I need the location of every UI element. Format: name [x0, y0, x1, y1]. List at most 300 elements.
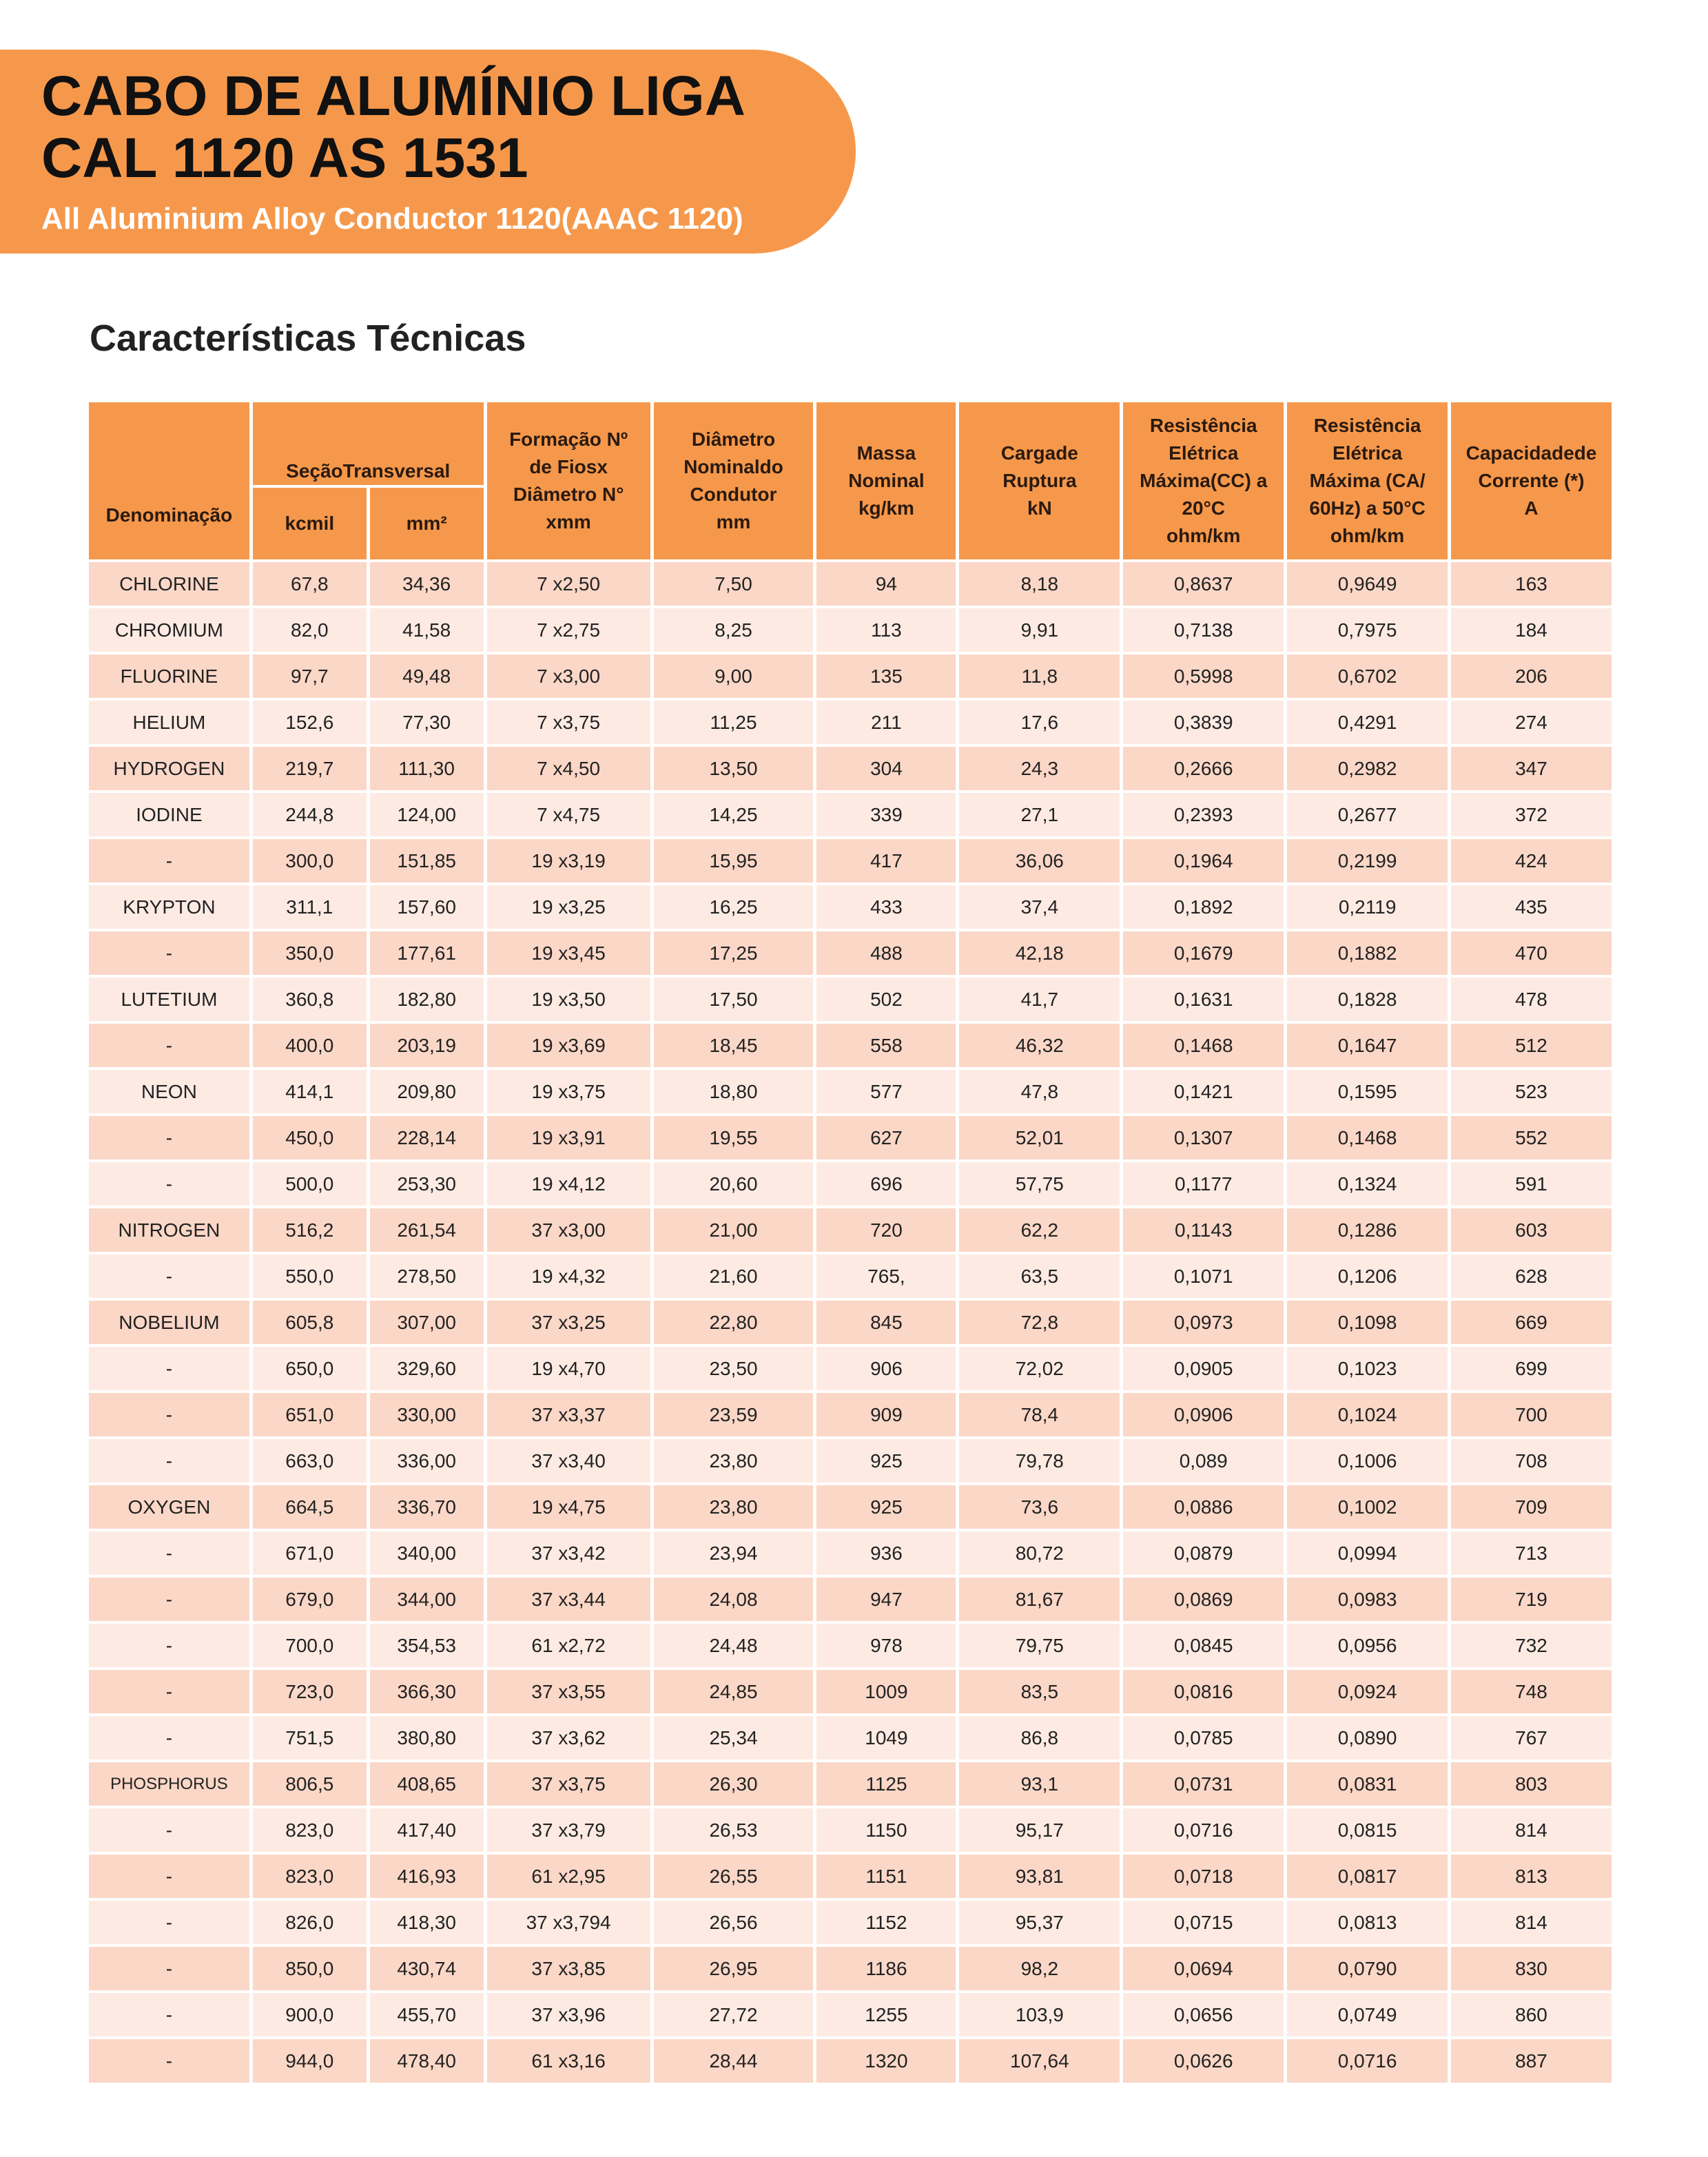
cell-kcmil: 67,8: [253, 562, 367, 606]
cell-carga: 107,64: [959, 2039, 1120, 2083]
cell-resistencia-ca: 0,2982: [1287, 747, 1448, 790]
cell-resistencia-ca: 0,0983: [1287, 1578, 1448, 1621]
cell-kcmil: 97,7: [253, 654, 367, 698]
cell-denominacao: FLUORINE: [89, 654, 249, 698]
cell-diametro: 9,00: [654, 654, 814, 698]
cell-resistencia-cc: 0,1421: [1123, 1070, 1284, 1113]
cell-massa: 1150: [816, 1808, 956, 1852]
cell-massa: 577: [816, 1070, 956, 1113]
cell-kcmil: 671,0: [253, 1531, 367, 1575]
table-row: [89, 1578, 1612, 1621]
cell-resistencia-cc: 0,1631: [1123, 978, 1284, 1021]
cell-mm2: 151,85: [370, 839, 484, 883]
cell-diametro: 17,25: [654, 931, 814, 975]
cell-carga: 37,4: [959, 885, 1120, 929]
cell-resistencia-cc: 0,0656: [1123, 1993, 1284, 2036]
table-row: [89, 1855, 1612, 1898]
cell-resistencia-cc: 0,1143: [1123, 1208, 1284, 1252]
cell-mm2: 354,53: [370, 1624, 484, 1667]
cell-carga: 72,8: [959, 1301, 1120, 1344]
cell-resistencia-cc: 0,8637: [1123, 562, 1284, 606]
table-row: [89, 1070, 1612, 1113]
cell-formacao: 61 x2,72: [487, 1624, 650, 1667]
cell-kcmil: 823,0: [253, 1808, 367, 1852]
cell-resistencia-ca: 0,0890: [1287, 1716, 1448, 1759]
cell-carga: 79,75: [959, 1624, 1120, 1667]
table-row: [89, 747, 1612, 790]
cell-kcmil: 900,0: [253, 1993, 367, 2036]
cell-denominacao: -: [89, 931, 249, 975]
cell-carga: 41,7: [959, 978, 1120, 1021]
cell-carga: 81,67: [959, 1578, 1120, 1621]
cell-kcmil: 751,5: [253, 1716, 367, 1759]
header-diametro: Diâmetro Nominaldo Condutor mm: [654, 402, 814, 559]
cell-denominacao: -: [89, 1901, 249, 1944]
cell-mm2: 41,58: [370, 608, 484, 652]
cell-resistencia-cc: 0,7138: [1123, 608, 1284, 652]
cell-formacao: 37 x3,42: [487, 1531, 650, 1575]
cell-mm2: 455,70: [370, 1993, 484, 2036]
cell-kcmil: 82,0: [253, 608, 367, 652]
table-row: [89, 1347, 1612, 1390]
cell-formacao: 37 x3,794: [487, 1901, 650, 1944]
table-row: [89, 608, 1612, 652]
cell-capacidade: 700: [1451, 1393, 1612, 1436]
cell-carga: 42,18: [959, 931, 1120, 975]
cell-kcmil: 400,0: [253, 1024, 367, 1067]
cell-diametro: 16,25: [654, 885, 814, 929]
cell-kcmil: 723,0: [253, 1670, 367, 1713]
cell-mm2: 344,00: [370, 1578, 484, 1621]
cell-carga: 52,01: [959, 1116, 1120, 1159]
cell-massa: 339: [816, 793, 956, 836]
cell-resistencia-cc: 0,0973: [1123, 1301, 1284, 1344]
cell-denominacao: -: [89, 1347, 249, 1390]
cell-denominacao: -: [89, 1808, 249, 1852]
table-row: [89, 562, 1612, 606]
cell-massa: 433: [816, 885, 956, 929]
cell-carga: 11,8: [959, 654, 1120, 698]
cell-kcmil: 311,1: [253, 885, 367, 929]
cell-diametro: 23,59: [654, 1393, 814, 1436]
table-row: [89, 1439, 1612, 1483]
cell-capacidade: 552: [1451, 1116, 1612, 1159]
cell-massa: 113: [816, 608, 956, 652]
cell-carga: 62,2: [959, 1208, 1120, 1252]
cell-denominacao: -: [89, 1993, 249, 2036]
table-row: [89, 1255, 1612, 1298]
cell-massa: 696: [816, 1162, 956, 1206]
cell-diametro: 27,72: [654, 1993, 814, 2036]
cell-capacidade: 523: [1451, 1070, 1612, 1113]
cell-massa: 925: [816, 1439, 956, 1483]
cell-denominacao: NEON: [89, 1070, 249, 1113]
table-row: [89, 1393, 1612, 1436]
cell-kcmil: 300,0: [253, 839, 367, 883]
cell-kcmil: 944,0: [253, 2039, 367, 2083]
cell-denominacao: -: [89, 2039, 249, 2083]
table-row: [89, 1485, 1612, 1529]
cell-capacidade: 813: [1451, 1855, 1612, 1898]
cell-denominacao: OXYGEN: [89, 1485, 249, 1529]
cell-massa: 135: [816, 654, 956, 698]
cell-kcmil: 700,0: [253, 1624, 367, 1667]
cell-denominacao: -: [89, 1255, 249, 1298]
cell-resistencia-ca: 0,0815: [1287, 1808, 1448, 1852]
cell-denominacao: -: [89, 1716, 249, 1759]
cell-resistencia-cc: 0,1468: [1123, 1024, 1284, 1067]
cell-formacao: 19 x3,69: [487, 1024, 650, 1067]
cell-denominacao: -: [89, 1624, 249, 1667]
cell-resistencia-ca: 0,0716: [1287, 2039, 1448, 2083]
cell-resistencia-cc: 0,0694: [1123, 1947, 1284, 1990]
cell-carga: 93,81: [959, 1855, 1120, 1898]
cell-diametro: 23,94: [654, 1531, 814, 1575]
cell-carga: 95,17: [959, 1808, 1120, 1852]
cell-capacidade: 184: [1451, 608, 1612, 652]
cell-massa: 765,: [816, 1255, 956, 1298]
cell-denominacao: -: [89, 1670, 249, 1713]
cell-kcmil: 823,0: [253, 1855, 367, 1898]
cell-carga: 98,2: [959, 1947, 1120, 1990]
cell-resistencia-cc: 0,0845: [1123, 1624, 1284, 1667]
cell-capacidade: 628: [1451, 1255, 1612, 1298]
cell-formacao: 61 x2,95: [487, 1855, 650, 1898]
cell-resistencia-cc: 0,0879: [1123, 1531, 1284, 1575]
cell-diametro: 26,56: [654, 1901, 814, 1944]
cell-resistencia-cc: 0,5998: [1123, 654, 1284, 698]
cell-formacao: 19 x4,32: [487, 1255, 650, 1298]
cell-kcmil: 516,2: [253, 1208, 367, 1252]
cell-diametro: 24,48: [654, 1624, 814, 1667]
cell-massa: 909: [816, 1393, 956, 1436]
title-line-2: CAL 1120 AS 1531: [41, 127, 528, 189]
cell-capacidade: 719: [1451, 1578, 1612, 1621]
cell-resistencia-ca: 0,1006: [1287, 1439, 1448, 1483]
cell-resistencia-cc: 0,0886: [1123, 1485, 1284, 1529]
cell-denominacao: NITROGEN: [89, 1208, 249, 1252]
cell-mm2: 307,00: [370, 1301, 484, 1344]
cell-diametro: 24,08: [654, 1578, 814, 1621]
table-row: [89, 1993, 1612, 2036]
cell-resistencia-ca: 0,1324: [1287, 1162, 1448, 1206]
cell-resistencia-ca: 0,1023: [1287, 1347, 1448, 1390]
cell-massa: 1125: [816, 1762, 956, 1806]
cell-formacao: 19 x3,25: [487, 885, 650, 929]
cell-resistencia-cc: 0,0785: [1123, 1716, 1284, 1759]
cell-mm2: 77,30: [370, 701, 484, 744]
cell-capacidade: 512: [1451, 1024, 1612, 1067]
cell-denominacao: LUTETIUM: [89, 978, 249, 1021]
header-mm2: mm²: [370, 488, 484, 559]
cell-diametro: 26,95: [654, 1947, 814, 1990]
cell-mm2: 261,54: [370, 1208, 484, 1252]
table-row: [89, 1762, 1612, 1806]
cell-carga: 86,8: [959, 1716, 1120, 1759]
header-secao: SeçãoTransversal: [253, 402, 484, 485]
cell-capacidade: 274: [1451, 701, 1612, 744]
cell-diametro: 22,80: [654, 1301, 814, 1344]
cell-massa: 936: [816, 1531, 956, 1575]
cell-resistencia-cc: 0,2393: [1123, 793, 1284, 836]
table-row: [89, 931, 1612, 975]
cell-formacao: 7 x2,50: [487, 562, 650, 606]
cell-diametro: 26,55: [654, 1855, 814, 1898]
cell-mm2: 366,30: [370, 1670, 484, 1713]
cell-resistencia-ca: 0,1286: [1287, 1208, 1448, 1252]
cell-massa: 1320: [816, 2039, 956, 2083]
cell-carga: 95,37: [959, 1901, 1120, 1944]
cell-formacao: 19 x4,12: [487, 1162, 650, 1206]
title-banner: [0, 50, 856, 254]
cell-resistencia-ca: 0,4291: [1287, 701, 1448, 744]
cell-massa: 417: [816, 839, 956, 883]
cell-formacao: 19 x3,45: [487, 931, 650, 975]
cell-capacidade: 372: [1451, 793, 1612, 836]
cell-mm2: 340,00: [370, 1531, 484, 1575]
cell-resistencia-ca: 0,0749: [1287, 1993, 1448, 2036]
cell-diametro: 8,25: [654, 608, 814, 652]
cell-denominacao: CHROMIUM: [89, 608, 249, 652]
cell-massa: 211: [816, 701, 956, 744]
cell-kcmil: 679,0: [253, 1578, 367, 1621]
cell-resistencia-ca: 0,0924: [1287, 1670, 1448, 1713]
cell-kcmil: 350,0: [253, 931, 367, 975]
cell-diametro: 23,80: [654, 1485, 814, 1529]
cell-massa: 978: [816, 1624, 956, 1667]
cell-carga: 27,1: [959, 793, 1120, 836]
cell-massa: 925: [816, 1485, 956, 1529]
cell-kcmil: 850,0: [253, 1947, 367, 1990]
cell-mm2: 380,80: [370, 1716, 484, 1759]
cell-formacao: 37 x3,37: [487, 1393, 650, 1436]
cell-formacao: 37 x3,00: [487, 1208, 650, 1252]
header-carga: Cargade Ruptura kN: [959, 402, 1120, 559]
cell-massa: 1049: [816, 1716, 956, 1759]
cell-diametro: 13,50: [654, 747, 814, 790]
table-row: [89, 1716, 1612, 1759]
cell-kcmil: 500,0: [253, 1162, 367, 1206]
table-row: [89, 1901, 1612, 1944]
cell-diametro: 19,55: [654, 1116, 814, 1159]
cell-resistencia-cc: 0,0905: [1123, 1347, 1284, 1390]
cell-formacao: 37 x3,40: [487, 1439, 650, 1483]
cell-capacidade: 478: [1451, 978, 1612, 1021]
cell-formacao: 19 x4,70: [487, 1347, 650, 1390]
cell-kcmil: 219,7: [253, 747, 367, 790]
cell-resistencia-cc: 0,1071: [1123, 1255, 1284, 1298]
cell-kcmil: 605,8: [253, 1301, 367, 1344]
cell-kcmil: 152,6: [253, 701, 367, 744]
cell-resistencia-ca: 0,0817: [1287, 1855, 1448, 1898]
cell-resistencia-cc: 0,0869: [1123, 1578, 1284, 1621]
cell-massa: 304: [816, 747, 956, 790]
cell-mm2: 408,65: [370, 1762, 484, 1806]
cell-denominacao: -: [89, 1024, 249, 1067]
cell-mm2: 177,61: [370, 931, 484, 975]
cell-kcmil: 650,0: [253, 1347, 367, 1390]
cell-formacao: 37 x3,85: [487, 1947, 650, 1990]
cell-formacao: 61 x3,16: [487, 2039, 650, 2083]
cell-diametro: 18,45: [654, 1024, 814, 1067]
cell-mm2: 182,80: [370, 978, 484, 1021]
cell-mm2: 111,30: [370, 747, 484, 790]
cell-mm2: 329,60: [370, 1347, 484, 1390]
cell-mm2: 157,60: [370, 885, 484, 929]
cell-diametro: 26,30: [654, 1762, 814, 1806]
cell-resistencia-ca: 0,2677: [1287, 793, 1448, 836]
cell-formacao: 19 x3,91: [487, 1116, 650, 1159]
cell-carga: 24,3: [959, 747, 1120, 790]
cell-massa: 627: [816, 1116, 956, 1159]
header-denominacao: Denominação: [89, 402, 249, 559]
cell-capacidade: 206: [1451, 654, 1612, 698]
cell-resistencia-cc: 0,0626: [1123, 2039, 1284, 2083]
cell-diametro: 23,80: [654, 1439, 814, 1483]
cell-denominacao: -: [89, 1578, 249, 1621]
header-kcmil: kcmil: [253, 488, 367, 559]
cell-formacao: 7 x2,75: [487, 608, 650, 652]
cell-capacidade: 347: [1451, 747, 1612, 790]
cell-kcmil: 663,0: [253, 1439, 367, 1483]
cell-resistencia-ca: 0,1828: [1287, 978, 1448, 1021]
cell-denominacao: -: [89, 1116, 249, 1159]
table-row: [89, 978, 1612, 1021]
spec-table: [85, 400, 1615, 2085]
table-row: [89, 1947, 1612, 1990]
table-row: [89, 654, 1612, 698]
cell-mm2: 416,93: [370, 1855, 484, 1898]
cell-kcmil: 450,0: [253, 1116, 367, 1159]
header-resistencia-cc: Resistência Elétrica Máxima(CC) a 20°C ohm/km: [1123, 402, 1284, 559]
cell-denominacao: -: [89, 1531, 249, 1575]
cell-formacao: 37 x3,96: [487, 1993, 650, 2036]
cell-mm2: 228,14: [370, 1116, 484, 1159]
cell-mm2: 430,74: [370, 1947, 484, 1990]
cell-formacao: 19 x3,75: [487, 1070, 650, 1113]
cell-formacao: 19 x4,75: [487, 1485, 650, 1529]
cell-resistencia-cc: 0,1307: [1123, 1116, 1284, 1159]
cell-resistencia-ca: 0,1882: [1287, 931, 1448, 975]
cell-capacidade: 767: [1451, 1716, 1612, 1759]
cell-diametro: 24,85: [654, 1670, 814, 1713]
cell-resistencia-cc: 0,2666: [1123, 747, 1284, 790]
table-row: [89, 1301, 1612, 1344]
cell-denominacao: -: [89, 1162, 249, 1206]
cell-denominacao: HELIUM: [89, 701, 249, 744]
cell-resistencia-ca: 0,7975: [1287, 608, 1448, 652]
cell-diametro: 25,34: [654, 1716, 814, 1759]
cell-massa: 1186: [816, 1947, 956, 1990]
cell-diametro: 15,95: [654, 839, 814, 883]
header-massa: Massa Nominal kg/km: [816, 402, 956, 559]
cell-formacao: 37 x3,25: [487, 1301, 650, 1344]
cell-capacidade: 830: [1451, 1947, 1612, 1990]
cell-formacao: 37 x3,55: [487, 1670, 650, 1713]
cell-resistencia-ca: 0,1002: [1287, 1485, 1448, 1529]
cell-capacidade: 709: [1451, 1485, 1612, 1529]
cell-denominacao: -: [89, 1855, 249, 1898]
cell-denominacao: IODINE: [89, 793, 249, 836]
cell-carga: 83,5: [959, 1670, 1120, 1713]
cell-mm2: 417,40: [370, 1808, 484, 1852]
table-row: [89, 839, 1612, 883]
cell-resistencia-ca: 0,0831: [1287, 1762, 1448, 1806]
table-row: [89, 1531, 1612, 1575]
cell-diametro: 17,50: [654, 978, 814, 1021]
cell-resistencia-cc: 0,0906: [1123, 1393, 1284, 1436]
cell-resistencia-ca: 0,0956: [1287, 1624, 1448, 1667]
cell-capacidade: 603: [1451, 1208, 1612, 1252]
cell-mm2: 278,50: [370, 1255, 484, 1298]
cell-massa: 502: [816, 978, 956, 1021]
cell-formacao: 37 x3,44: [487, 1578, 650, 1621]
table-row: [89, 701, 1612, 744]
cell-capacidade: 803: [1451, 1762, 1612, 1806]
cell-capacidade: 470: [1451, 931, 1612, 975]
cell-resistencia-ca: 0,2119: [1287, 885, 1448, 929]
cell-resistencia-cc: 0,0718: [1123, 1855, 1284, 1898]
cell-diametro: 18,80: [654, 1070, 814, 1113]
table-row: [89, 1116, 1612, 1159]
cell-resistencia-ca: 0,1024: [1287, 1393, 1448, 1436]
cell-denominacao: -: [89, 839, 249, 883]
subtitle: All Aluminium Alloy Conductor 1120(AAAC 1120): [41, 202, 743, 236]
cell-carga: 72,02: [959, 1347, 1120, 1390]
cell-diametro: 11,25: [654, 701, 814, 744]
cell-formacao: 37 x3,75: [487, 1762, 650, 1806]
cell-denominacao: -: [89, 1439, 249, 1483]
section-title: Características Técnicas: [90, 318, 526, 359]
cell-formacao: 7 x3,00: [487, 654, 650, 698]
cell-kcmil: 806,5: [253, 1762, 367, 1806]
cell-capacidade: 814: [1451, 1808, 1612, 1852]
cell-formacao: 19 x3,19: [487, 839, 650, 883]
cell-capacidade: 860: [1451, 1993, 1612, 2036]
cell-denominacao: KRYPTON: [89, 885, 249, 929]
cell-resistencia-ca: 0,9649: [1287, 562, 1448, 606]
cell-carga: 57,75: [959, 1162, 1120, 1206]
cell-resistencia-ca: 0,6702: [1287, 654, 1448, 698]
cell-resistencia-ca: 0,1595: [1287, 1070, 1448, 1113]
cell-resistencia-ca: 0,1098: [1287, 1301, 1448, 1344]
cell-formacao: 7 x3,75: [487, 701, 650, 744]
table-row: [89, 1670, 1612, 1713]
cell-resistencia-ca: 0,0790: [1287, 1947, 1448, 1990]
cell-resistencia-cc: 0,3839: [1123, 701, 1284, 744]
cell-diametro: 20,60: [654, 1162, 814, 1206]
cell-carga: 73,6: [959, 1485, 1120, 1529]
cell-kcmil: 550,0: [253, 1255, 367, 1298]
cell-carga: 47,8: [959, 1070, 1120, 1113]
cell-diametro: 26,53: [654, 1808, 814, 1852]
cell-capacidade: 748: [1451, 1670, 1612, 1713]
cell-resistencia-ca: 0,0994: [1287, 1531, 1448, 1575]
cell-diametro: 23,50: [654, 1347, 814, 1390]
cell-denominacao: NOBELIUM: [89, 1301, 249, 1344]
cell-formacao: 37 x3,79: [487, 1808, 650, 1852]
table-row: [89, 2039, 1612, 2083]
table-row: [89, 1808, 1612, 1852]
cell-resistencia-ca: 0,1206: [1287, 1255, 1448, 1298]
cell-capacidade: 591: [1451, 1162, 1612, 1206]
cell-massa: 845: [816, 1301, 956, 1344]
cell-resistencia-cc: 0,1964: [1123, 839, 1284, 883]
cell-kcmil: 414,1: [253, 1070, 367, 1113]
table-row: [89, 1624, 1612, 1667]
cell-capacidade: 713: [1451, 1531, 1612, 1575]
cell-kcmil: 664,5: [253, 1485, 367, 1529]
